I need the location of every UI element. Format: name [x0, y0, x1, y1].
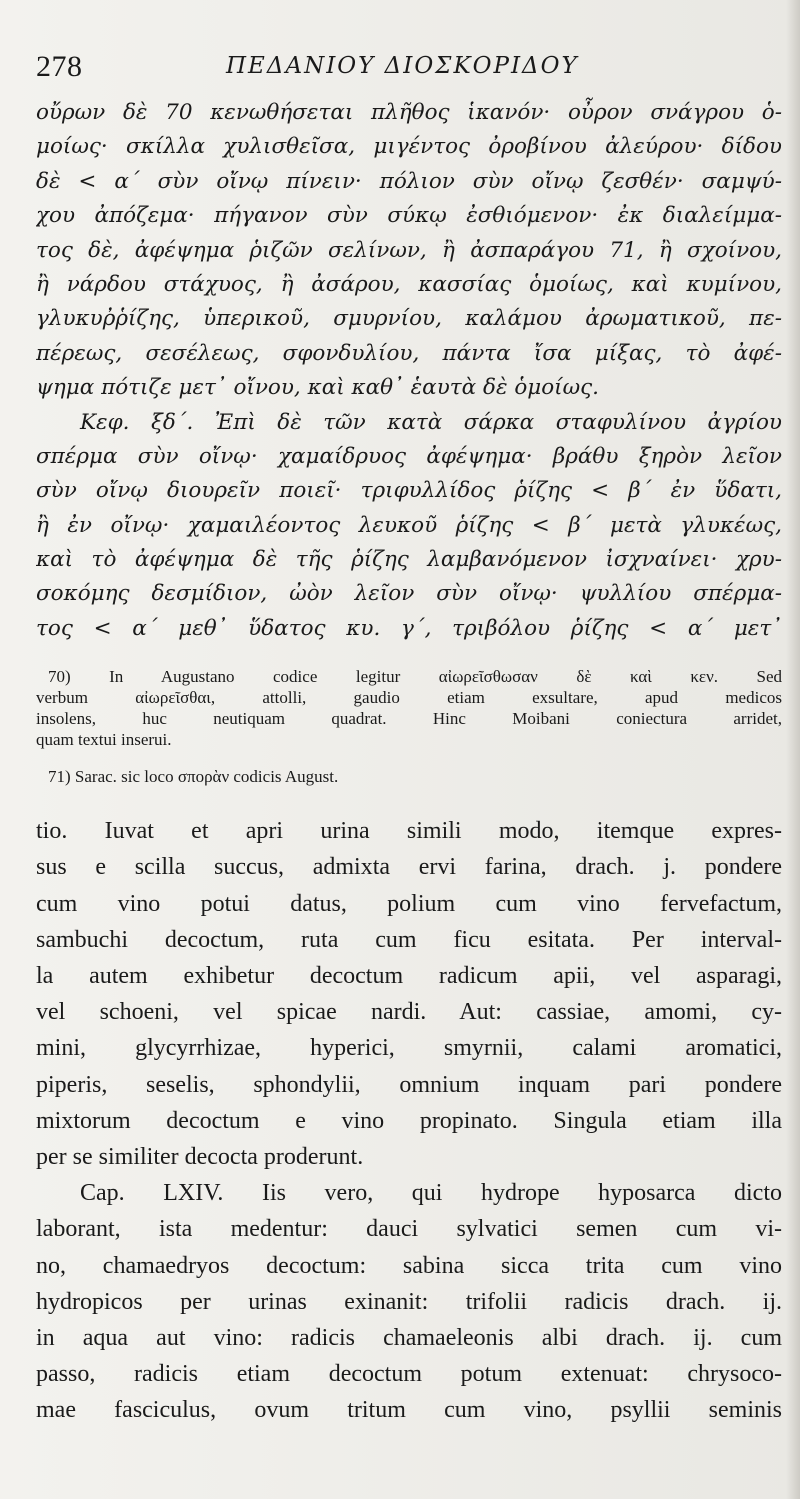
- latin-line: piperis, seselis, sphondylii, omnium inquam pari pondere: [36, 1071, 782, 1098]
- greek-line: καὶ τὸ ἀφέψημα δὲ τῆς ῥίζης λαμβανόμενον ἰσχναίνει· χρυ-: [36, 547, 782, 573]
- footnote-line: 71) Sarac. sic loco σπορὰν codicis August.: [48, 767, 339, 787]
- latin-line: per se similiter decocta proderunt.: [36, 1143, 364, 1170]
- section-spacer: [36, 646, 782, 666]
- greek-line: σὺν οἴνῳ διουρεῖν ποιεῖ· τριφυλλίδος ῥίζης < β΄ ἐν ὕδατι,: [36, 478, 782, 504]
- greek-line: χου ἀπόζεμα· πήγανον σὺν σύκῳ ἐσθιόμενον· ἐκ διαλείμμα-: [36, 203, 782, 229]
- greek-line: σοκόμης δεσμίδιον, ὠὸν λεῖον σὺν οἴνῳ· ψυλλίου σπέρμα-: [36, 581, 782, 607]
- greek-line: τος δὲ, ἀφέψημα ῥιζῶν σελίνων, ἢ ἀσπαράγου 71, ἢ σχοίνου,: [36, 237, 782, 263]
- greek-line: γλυκυῤῥίζης, ὑπερικοῦ, σμυρνίου, καλάμου ἀρωματικοῦ, πε-: [36, 306, 782, 332]
- footnote-line: verbum αἰωρεῖσθαι, attolli, gaudio etiam exsultare, apud medicos: [36, 688, 782, 708]
- latin-line: mae fasciculus, ovum tritum cum vino, psyllii seminis: [36, 1397, 782, 1424]
- latin-line: la autem exhibetur decoctum radicum apii, vel asparagi,: [36, 963, 782, 989]
- greek-chapter-start-line: Κεφ. ξδ΄. Ἐπὶ δὲ τῶν κατὰ σάρκα σταφυλίνου ἀγρίου: [80, 409, 782, 435]
- latin-line: mini, glycyrrhizae, hyperici, smyrnii, calami aromatici,: [36, 1035, 782, 1062]
- greek-line: πέρεως, σεσέλεως, σφονδυλίου, πάντα ἴσα μίξας, τὸ ἀφέ-: [36, 340, 782, 366]
- greek-line: δὲ < α΄ σὺν οἴνῳ πίνειν· πόλιον σὺν οἴνῳ ζεσθέν· σαμψύ-: [36, 168, 782, 194]
- greek-line: μοίως· σκίλλα χυλισθεῖσα, μιγέντος ὀροβίνου ἀλεύρου· δίδου: [36, 134, 782, 160]
- footnote-line: quam textui inserui.: [36, 730, 172, 750]
- running-head: ΠΕΔΑΝΙΟΥ ΔΙΟΣΚΟΡΙΔΟΥ: [226, 53, 579, 79]
- latin-line: cum vino potui datus, polium cum vino fervefactum,: [36, 890, 782, 917]
- latin-line: hydropicos per urinas exinanit: trifolii radicis drach. ij.: [36, 1288, 782, 1315]
- latin-line: in aqua aut vino: radicis chamaeleonis albi drach. ij. cum: [36, 1324, 782, 1351]
- footnote-line: insolens, huc neutiquam quadrat. Hinc Moibani coniectura arridet,: [36, 709, 782, 729]
- latin-line: vel schoeni, vel spicae nardi. Aut: cassiae, amomi, cy-: [36, 999, 782, 1026]
- latin-chapter-start-line: Cap. LXIV. Iis vero, qui hydrope hyposarca dicto: [80, 1180, 782, 1207]
- latin-line: laborant, ista medentur: dauci sylvatici semen cum vi-: [36, 1216, 782, 1243]
- greek-line: σπέρμα σὺν οἴνῳ· χαμαίδρυος ἀφέψημα· βράθυ ξηρὸν λεῖον: [36, 443, 782, 469]
- latin-line: tio. Iuvat et apri urina simili modo, itemque expres-: [36, 818, 782, 845]
- greek-line: οὔρων δὲ 70 κενωθήσεται πλῆθος ἱκανόν· οὖρον σνάγρου ὁ-: [36, 100, 782, 125]
- footnote-spacer: [36, 750, 782, 766]
- latin-text-block: [36, 813, 782, 1428]
- latin-line: mixtorum decoctum e vino propinato. Singula etiam illa: [36, 1107, 782, 1134]
- greek-line: τος < α΄ μεθ᾽ ὕδατος κυ. γ΄, τριβόλου ῥίζης < α΄ μετ᾽: [36, 615, 782, 641]
- greek-text-block: [36, 96, 782, 646]
- page-header: [36, 34, 782, 82]
- page-number: 278: [36, 50, 83, 83]
- latin-line: passo, radicis etiam decoctum potum extenuat: chrysoco-: [36, 1361, 782, 1388]
- latin-line: sus e scilla succus, admixta ervi farina, drach. j. pondere: [36, 854, 782, 881]
- greek-line: ψημα πότιζε μετ᾽ οἴνου, καὶ καθ᾽ ἑαυτὰ δὲ ὁμοίως.: [36, 375, 600, 401]
- greek-line: ἢ νάρδου στάχυος, ἢ ἀσάρου, κασσίας ὁμοίως, καὶ κυμίνου,: [36, 271, 782, 297]
- footnote-line: 70) In Augustano codice legitur αἰωρεῖσθωσαν δὲ καὶ κεν. Sed: [48, 667, 782, 687]
- greek-line: ἢ ἐν οἴνῳ· χαμαιλέοντος λευκοῦ ῥίζης < β΄ μετὰ γλυκέως,: [36, 512, 782, 538]
- latin-line: sambuchi decoctum, ruta cum ficu esitata. Per interval-: [36, 926, 782, 953]
- latin-line: no, chamaedryos decoctum: sabina sicca trita cum vino: [36, 1252, 782, 1279]
- footnotes-block: [36, 666, 782, 787]
